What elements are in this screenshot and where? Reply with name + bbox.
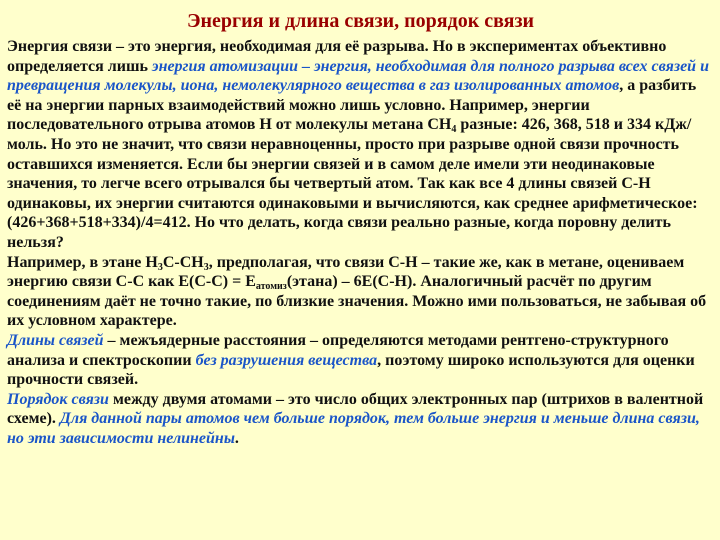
- subscript: 3: [157, 261, 163, 273]
- highlight-bond-length: Длины связей: [7, 331, 104, 349]
- text-run: С-СН: [162, 253, 204, 271]
- text-run: Энергия связи – это энергия, необходимая для её разрыва. Но в экспериментах объективно определяется лишь: [7, 38, 667, 75]
- paragraph-bond-order: [7, 390, 714, 449]
- highlight-conclusion: Для данной пары атомов чем больше порядок, тем больше энергия и меньше длина связи, но эти зависимости нелинейны: [7, 410, 700, 447]
- subscript: атомиз: [255, 281, 287, 293]
- subscript: 3: [203, 261, 209, 273]
- paragraph-bond-length: [7, 331, 714, 390]
- highlight-bond-order: Порядок связи: [7, 390, 109, 408]
- text-run: между двумя атомами – это число общих электронных пар (штрихов в валентной схеме).: [7, 390, 704, 428]
- slide-title: Энергия и длина связи, порядок связи: [186, 10, 535, 32]
- text-run: , предполагая, что связи С-Н – такие же, как в метане, оцениваем энергию связи С-С как Е(С-С) = Е: [7, 253, 685, 291]
- text-run: , а разбить её на энергии парных взаимодействий можно лишь условно. Например, энергии последовательного отрыва атомов Н от молекулы метана СН: [7, 77, 697, 134]
- text-run: , поэтому широко используются для оценки прочности связей.: [7, 351, 695, 389]
- highlight-atomization-energy: энергия атомизации – энергия, необходимая для полного разрыва всех связей и превращения молекулы, иона, немолекулярного вещества в газ изолированных атомов: [7, 57, 709, 95]
- text-run: Например, в этане Н: [7, 253, 158, 271]
- text-run: – межъядерные расстояния – определяются методами рентгено-структурного анализа и спектроскопии: [7, 331, 669, 369]
- text-run: .: [234, 429, 239, 447]
- paragraph-bond-energy: [7, 37, 714, 253]
- highlight-nondestructive: без разрушения вещества: [195, 351, 378, 369]
- text-run: разные: 426, 368, 518 и 334 кДж/моль. Но это не значит, что связи неравноценны, просто при разрыве одной связи прочность оставшихся изменяется. Если бы энергии связей и в самом деле имели эти неодинаковые значения, то легче всего отрывался бы четвертый атом. Так как все 4 длины связей С-Н одинаковы, их энергии считаются одинаковыми и вычисляются, как среднее арифметическое: (426+368+518+334)/4=412. Но что делать, когда связи реально разные, когда поровну делить нельзя?: [7, 116, 698, 251]
- text-run: (этана) – 6Е(С-Н). Аналогичный расчёт по другим соединениям даёт не точно такие, по близкие значения. Можно ими пользоваться, не забывая об их условном характере.: [7, 273, 707, 330]
- subscript: 4: [451, 124, 457, 136]
- paragraph-ethane-example: [7, 253, 714, 331]
